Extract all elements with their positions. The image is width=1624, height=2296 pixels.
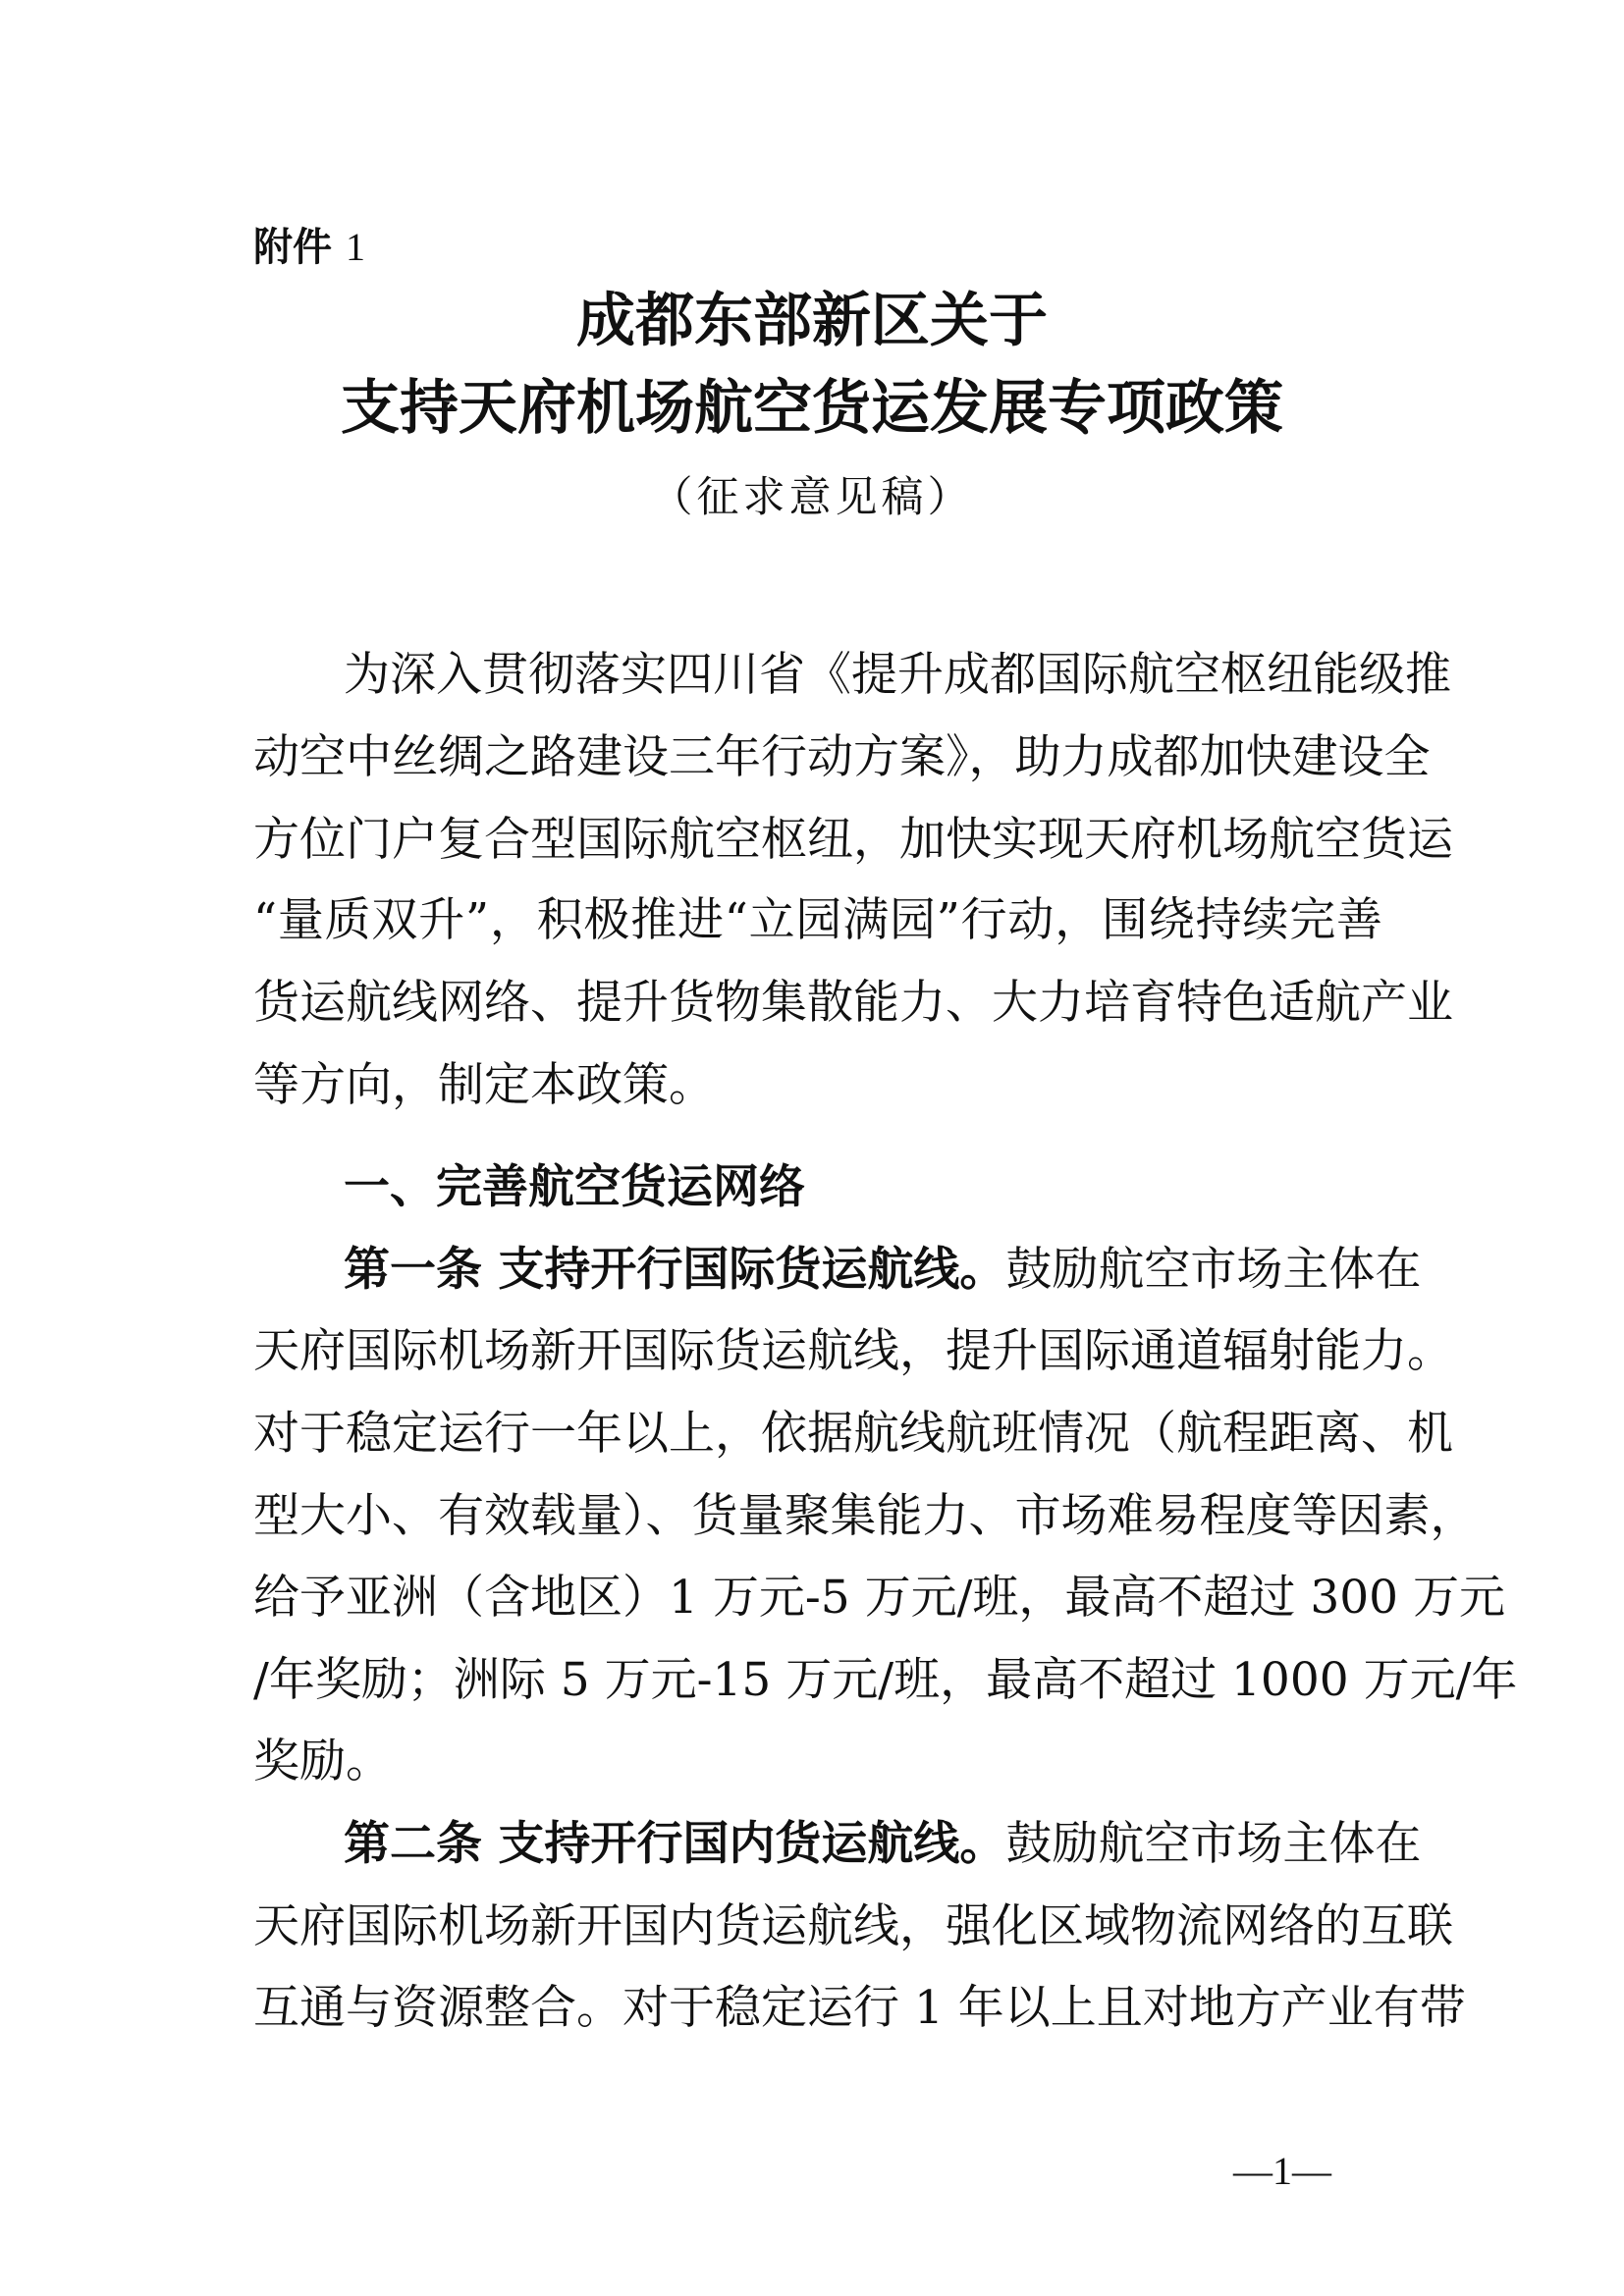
title-line-1: 成都东部新区关于 xyxy=(576,287,1048,355)
article-1-first-line xyxy=(344,1243,1422,1297)
article-1-title: 第一条 支持开行国际货运航线。 xyxy=(344,1243,1006,1297)
article-1-line: /年奖励；洲际 5 万元-15 万元/班，最高不超过 1000 万元/年 xyxy=(253,1653,1518,1707)
article-2-first-line xyxy=(344,1817,1422,1871)
title-line-2: 支持天府机场航空货运发展专项政策 xyxy=(341,374,1283,443)
article-1-line: 对于稳定运行一年以上，依据航线航班情况（航程距离、机 xyxy=(253,1407,1453,1461)
attachment-label xyxy=(253,225,365,270)
intro-line: 货运航线网络、提升货物集散能力、大力培育特色适航产业 xyxy=(253,976,1453,1030)
article-2-first-text: 鼓励航空市场主体在 xyxy=(1005,1817,1422,1871)
subtitle: （征求意见稿） xyxy=(650,473,974,522)
article-2-line: 天府国际机场新开国内货运航线，强化区域物流网络的互联 xyxy=(253,1899,1453,1953)
article-1-line: 给予亚洲（含地区）1 万元-5 万元/班，最高不超过 300 万元 xyxy=(253,1571,1505,1625)
article-2-line: 互通与资源整合。对于稳定运行 1 年以上且对地方产业有带 xyxy=(253,1981,1466,2035)
intro-line: 方位门户复合型国际航空枢纽，加快实现天府机场航空货运 xyxy=(253,813,1453,867)
intro-line: 动空中丝绸之路建设三年行动方案》，助力成都加快建设全 xyxy=(253,730,1431,784)
article-2-title: 第二条 支持开行国内货运航线。 xyxy=(344,1817,1006,1871)
intro-line: “量质双升”，积极推进“立园满园”行动，围绕持续完善 xyxy=(253,893,1382,947)
article-1-line: 天府国际机场新开国际货运航线，提升国际通道辐射能力。 xyxy=(253,1324,1453,1378)
article-1-first-text: 鼓励航空市场主体在 xyxy=(1005,1243,1422,1297)
attachment-number: 1 xyxy=(345,225,365,269)
page-number: —1— xyxy=(1233,2149,1331,2193)
article-1-line: 型大小、有效载量）、货量聚集能力、市场难易程度等因素， xyxy=(253,1489,1477,1543)
article-1-line: 奖励。 xyxy=(253,1735,392,1789)
intro-line: 为深入贯彻落实四川省《提升成都国际航空枢纽能级推 xyxy=(344,648,1451,702)
intro-line: 等方向，制定本政策。 xyxy=(253,1058,715,1112)
attachment-label-text: 附件 xyxy=(253,225,332,270)
section-heading: 一、完善航空货运网络 xyxy=(344,1160,805,1214)
